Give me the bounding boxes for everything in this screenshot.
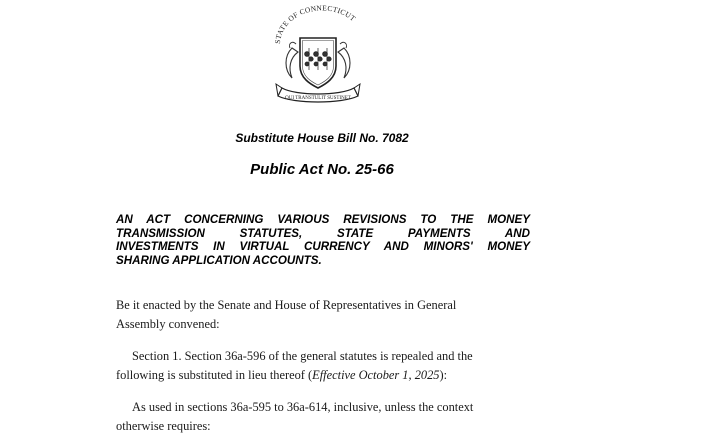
seal-arc-text: STATE OF CONNECTICUT xyxy=(272,4,358,45)
effective-date: Effective October 1, 2025 xyxy=(312,368,440,382)
act-title xyxy=(116,213,530,267)
state-seal-graphic xyxy=(262,4,374,112)
enacting-clause-line: Be it enacted by the Senate and House of Representatives in General xyxy=(116,298,457,312)
definitions-intro-line: As used in sections 36a-595 to 36a-614, inclusive, unless the context xyxy=(132,400,474,414)
act-title-line: INVESTMENTS IN VIRTUAL CURRENCY AND MINORS' MONEY xyxy=(116,240,530,254)
seal-motto: QUI TRANSTULIT SUSTINET xyxy=(285,96,351,101)
act-title-line: SHARING APPLICATION ACCOUNTS. xyxy=(116,253,322,267)
public-act-number: Public Act No. 25-66 xyxy=(250,161,394,178)
enacting-clause xyxy=(116,296,536,334)
act-title-line: TRANSMISSION STATUTES, STATE PAYMENTS AND xyxy=(116,226,530,240)
bill-number: Substitute House Bill No. 7082 xyxy=(235,131,409,145)
state-seal xyxy=(262,4,374,112)
section-1-text: following is substituted in lieu thereof ( xyxy=(116,368,313,382)
enacting-clause-line: Assembly convened: xyxy=(116,317,220,331)
section-1-paragraph xyxy=(116,347,536,385)
act-title-line: AN ACT CONCERNING VARIOUS REVISIONS TO THE MONEY xyxy=(116,213,530,226)
section-1-line: Section 1. Section 36a-596 of the general statutes is repealed and the xyxy=(132,349,473,363)
section-1-text-end: ): xyxy=(439,368,448,382)
section-1-line xyxy=(116,366,536,385)
definitions-intro xyxy=(116,398,536,436)
definitions-intro-line: otherwise requires: xyxy=(116,419,211,433)
